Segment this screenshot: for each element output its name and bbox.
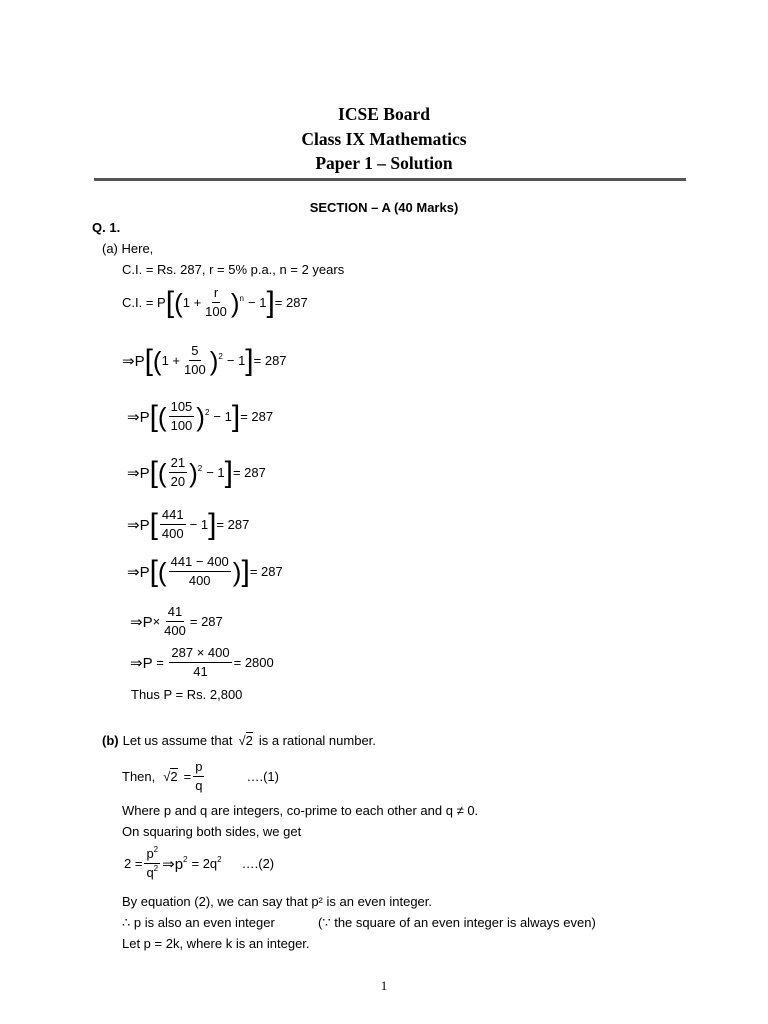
fraction-287x400-41: $\frac{287 \times 400}{41}$ — [171, 645, 230, 679]
part-a-conclusion: Thus P = Rs. 2,800 — [131, 687, 243, 702]
page-number: 1 — [380, 978, 388, 993]
equation-label-1: ….(1) — [246, 769, 279, 784]
step-5: ⇒P [ $\frac{441}{400}$ − 1 ] = 287 — [127, 507, 250, 541]
part-b-squaring: On squaring both sides, we get — [122, 824, 302, 839]
part-a-given: C.I. = Rs. 287, r = 5% p.a., n = 2 years — [122, 262, 345, 277]
header-rule — [94, 178, 686, 181]
fraction-105-100: $\frac{105}{100}$ — [170, 399, 193, 433]
one-plus: 1 + — [182, 295, 202, 310]
step-2: ⇒P [ ( 1 + $\frac{5}{100}$ ) 2 − 1 ] = 287 — [122, 343, 287, 377]
step-6: ⇒P [ ( $\frac{441 - 400}{400}$ ) ] = 287 — [127, 554, 283, 588]
ci-lhs: C.I. = P — [122, 295, 166, 310]
part-b-label: (b) — [102, 733, 119, 748]
doc-title-paper: Paper 1 – Solution — [315, 153, 453, 173]
bracket-open: [ — [165, 285, 175, 319]
ci-formula: C.I. = P [ ( 1 + $\frac{r}{100}$ ) n − 1 ] = 287 — [122, 285, 308, 319]
part-a-label: (a) Here, — [102, 241, 154, 256]
step-7: ⇒P × $\frac{41}{400}$ = 287 — [130, 604, 223, 638]
fraction-p2-q2: $\frac{p^2}{q^2}$ — [146, 845, 159, 880]
part-b-by-equation: By equation (2), we can say that p² is an even integer. — [122, 894, 433, 909]
fraction-p-q: $\frac{p}{q}$ — [195, 759, 203, 793]
question-number: Q. 1. — [92, 220, 121, 235]
sqrt-2: √2 — [238, 733, 253, 748]
part-b-squared-eq: 2 = $\frac{p^2}{q^2}$ ⇒p 2 = 2q 2 ….(2) — [124, 845, 275, 880]
part-b-therefore: ∴ p is also an even integer — [122, 915, 275, 930]
fraction-41-400: $\frac{41}{400}$ — [164, 604, 186, 638]
part-b-where: Where p and q are integers, co-prime to each other and q ≠ 0. — [122, 803, 479, 818]
exponent-n: n — [239, 294, 244, 303]
step-4: ⇒P [ ( $\frac{21}{20}$ ) 2 − 1 ] = 287 — [127, 455, 266, 489]
equals-287: = 287 — [274, 295, 308, 310]
fraction-21-20: $\frac{21}{20}$ — [170, 455, 186, 489]
fraction-r-100: $\frac{r}{100}$ — [205, 285, 227, 319]
fraction-441-400: $\frac{441}{400}$ — [161, 507, 184, 541]
fraction-5-100: $\frac{5}{100}$ — [184, 343, 206, 377]
part-b-because: (∵ the square of an even integer is always even) — [318, 915, 596, 930]
part-b-intro: (b) Let us assume that √2 is a rational number. — [102, 733, 376, 748]
section-heading: SECTION – A (40 Marks) — [309, 200, 459, 215]
part-b-let: Let p = 2k, where k is an integer. — [122, 936, 310, 951]
minus-one: − 1 — [248, 295, 267, 310]
fraction-41-diff: $\frac{441 - 400}{400}$ — [170, 554, 229, 588]
step-8: ⇒P = $\frac{287 \times 400}{41}$ = 2800 — [130, 645, 274, 679]
step-3: ⇒P [ ( $\frac{105}{100}$ ) 2 − 1 ] = 287 — [127, 399, 274, 433]
part-b-then: Then, √2 = $\frac{p}{q}$ ….(1) — [122, 759, 279, 793]
doc-title-board: ICSE Board — [338, 104, 430, 124]
equation-label-2: ….(2) — [241, 856, 275, 871]
doc-title-class: Class IX Mathematics — [301, 129, 467, 149]
